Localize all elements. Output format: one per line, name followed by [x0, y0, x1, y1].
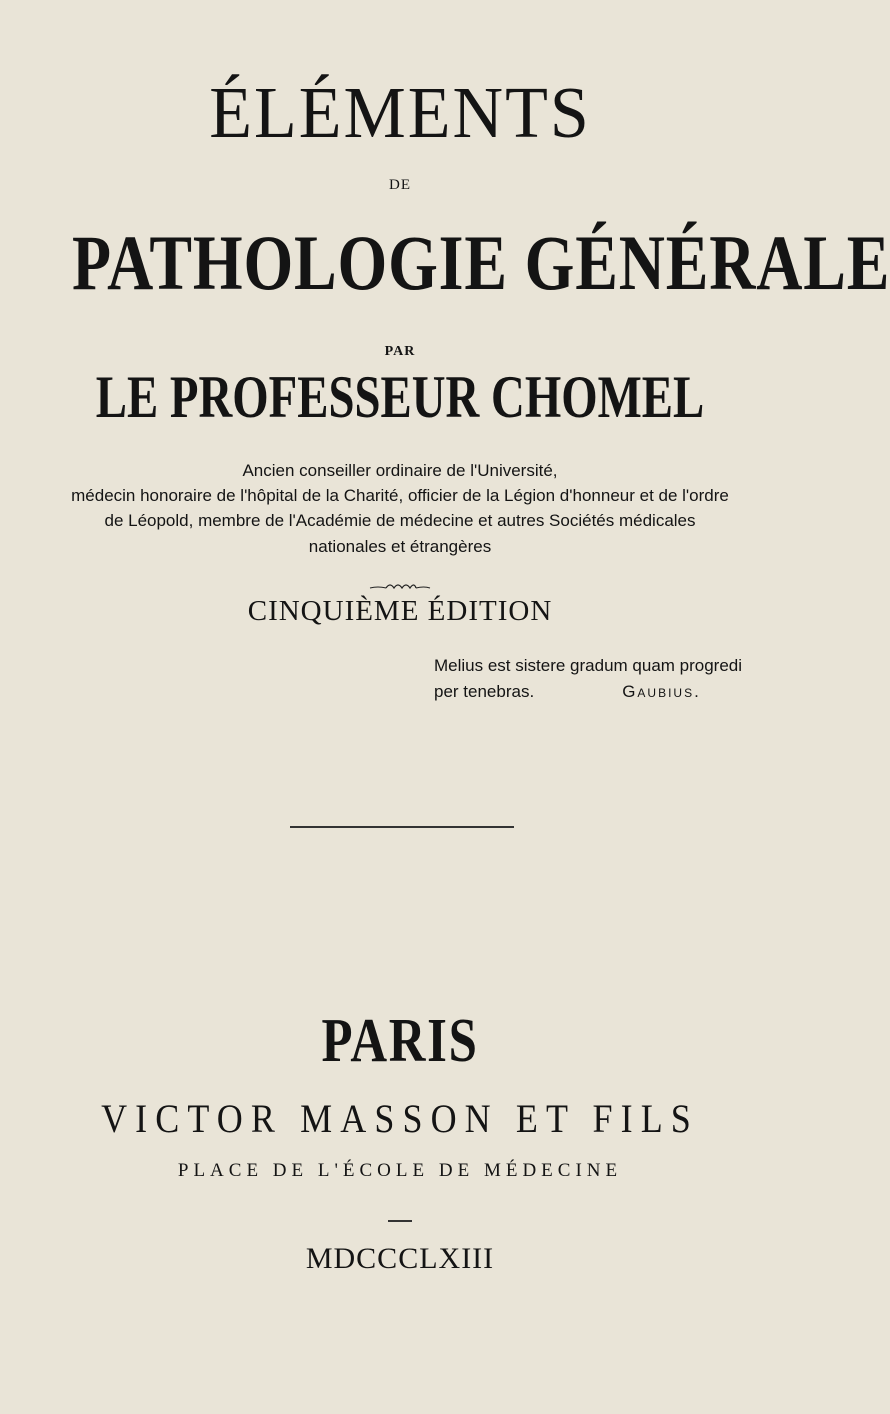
author-titles-line-2: médecin honoraire de l'hôpital de la Charité, officier de la Légion d'honneur et de l'ordre	[71, 486, 729, 505]
edition-statement: CINQUIÈME ÉDITION	[247, 595, 553, 627]
author-name: LE PROFESSEUR CHOMEL	[95, 364, 705, 430]
epigraph-line-1: Melius est sistere gradum quam progredi	[434, 656, 743, 675]
book-title-line-2: PATHOLOGIE GÉNÉRALE	[72, 219, 890, 306]
epigraph-line-2	[434, 682, 701, 702]
epigraph-author: Gaubius.	[622, 682, 701, 701]
epigraph-text: per tenebras.	[434, 682, 535, 701]
short-divider-rule	[388, 1220, 412, 1222]
divider-rule	[290, 826, 514, 828]
imprint-year: MDCCCLXIII	[305, 1242, 495, 1275]
book-title-line-1: ÉLÉMENTS	[209, 73, 591, 154]
title-connector: DE	[389, 177, 411, 193]
fleuron-ornament-icon	[0, 580, 800, 594]
author-titles-line-3: de Léopold, membre de l'Académie de médecine et autres Sociétés médicales	[104, 511, 696, 530]
by-label: PAR	[384, 344, 416, 359]
imprint-city: PARIS	[321, 1007, 479, 1075]
author-titles-line-4: nationales et étrangères	[308, 537, 492, 556]
imprint-address: PLACE DE L'ÉCOLE DE MÉDECINE	[177, 1160, 623, 1181]
author-titles-line-1: Ancien conseiller ordinaire de l'Université,	[242, 461, 558, 480]
imprint-publisher: VICTOR MASSON ET FILS	[101, 1096, 699, 1141]
